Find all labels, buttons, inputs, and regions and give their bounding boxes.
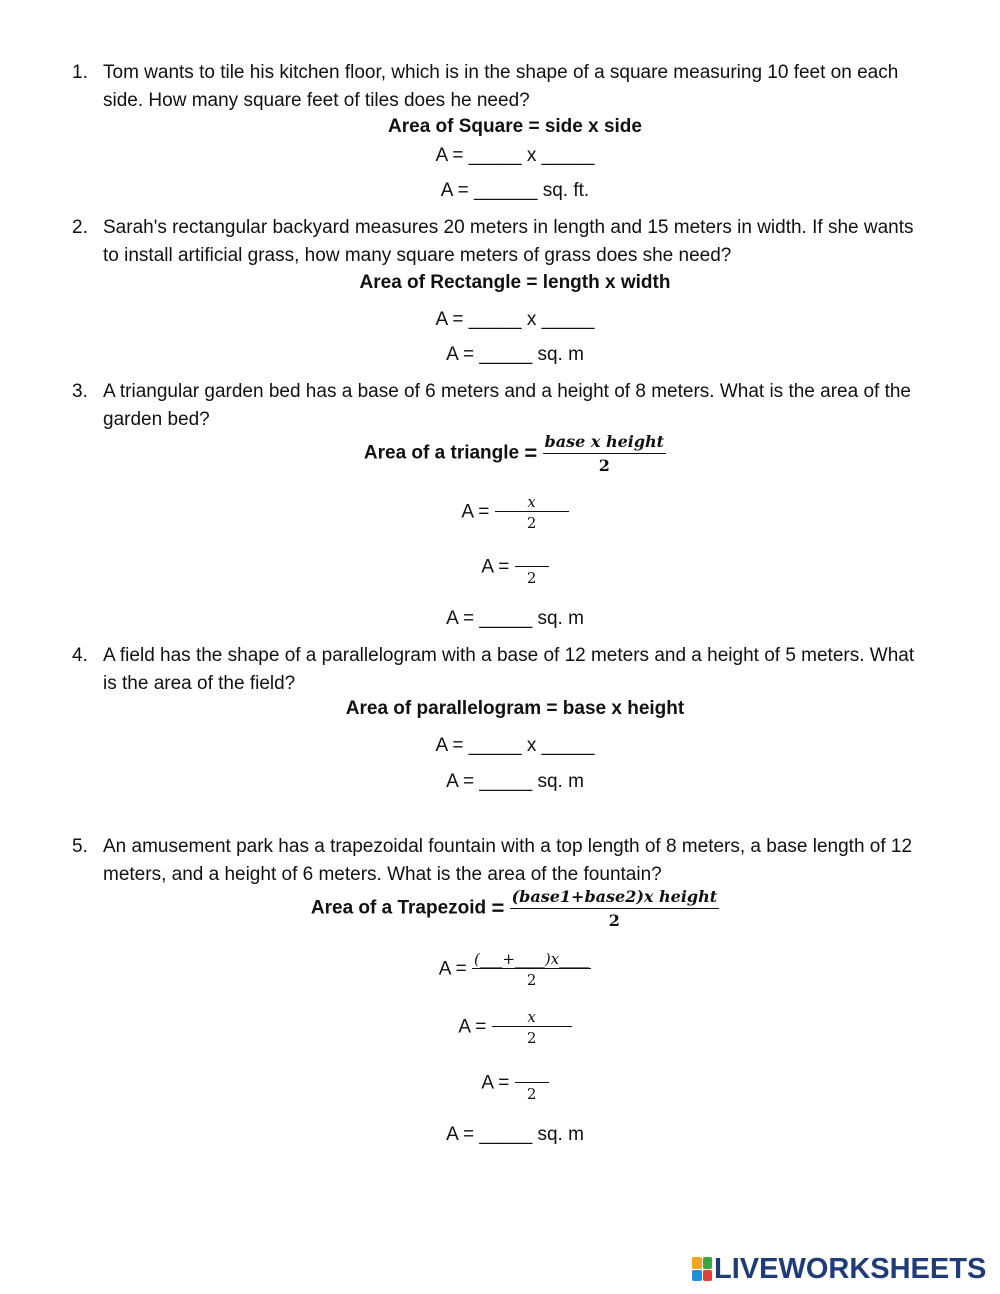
formula-square: Area of Square = side x side	[388, 116, 642, 137]
logo-text: LIVEWORKSHEETS	[714, 1252, 987, 1285]
numerator[interactable]: x	[495, 493, 569, 512]
liveworksheets-logo	[692, 1254, 986, 1284]
question-text: Tom wants to tile his kitchen floor, which is in the shape of a square measuring 10 feet on each side. How many square feet of tiles does he need?	[103, 62, 899, 111]
question-number: 5.	[72, 836, 88, 857]
logo-icon	[692, 1257, 712, 1281]
logo-square	[703, 1257, 713, 1269]
answer-prefix: A =	[481, 1072, 510, 1094]
logo-square	[692, 1270, 702, 1282]
answer-fraction-1[interactable]	[0, 950, 1000, 989]
blank-fraction[interactable]	[495, 493, 569, 532]
denominator: 2	[598, 456, 610, 475]
answer-fraction-2[interactable]	[0, 1008, 1000, 1047]
formula-label: Area of a Trapezoid	[310, 897, 487, 919]
formula-triangle	[0, 432, 1000, 475]
answer-prefix: A =	[438, 958, 467, 980]
question-number: 2.	[72, 217, 88, 238]
question-number: 1.	[72, 62, 88, 83]
answer-line[interactable]: A = _____ x _____	[435, 309, 595, 330]
numerator[interactable]	[515, 1064, 549, 1083]
denominator: 2	[526, 1085, 537, 1103]
answer-prefix: A =	[461, 501, 490, 523]
blank-fraction[interactable]	[492, 1008, 572, 1047]
question-text: An amusement park has a trapezoidal fountain with a top length of 8 meters, a base length of 12 meters, and a height of 6 meters. What is the area of the fountain?	[103, 836, 913, 885]
question-5	[72, 833, 932, 888]
logo-square	[703, 1270, 713, 1282]
question-number: 3.	[72, 381, 88, 402]
numerator: base x height	[543, 432, 667, 454]
formula-label: Area of a triangle	[363, 442, 520, 464]
question-text: A field has the shape of a parallelogram with a base of 12 meters and a height of 5 meters. What is the area of the field?	[103, 645, 915, 694]
blank-fraction[interactable]	[472, 950, 591, 989]
answer-line[interactable]: A = _____ x _____	[435, 145, 595, 166]
formula-fraction	[543, 432, 667, 475]
question-4	[72, 642, 932, 697]
answer-fraction-3[interactable]	[0, 1064, 1000, 1103]
numerator[interactable]	[515, 548, 549, 567]
formula-fraction	[510, 887, 720, 930]
answer-prefix: A =	[481, 556, 510, 578]
denominator: 2	[608, 911, 620, 930]
denominator: 2	[526, 569, 537, 587]
formula-trapezoid	[0, 887, 1000, 930]
formula-parallelogram: Area of parallelogram = base x height	[345, 698, 685, 719]
blank-fraction[interactable]	[515, 1064, 549, 1103]
question-number: 4.	[72, 645, 88, 666]
denominator: 2	[526, 1029, 537, 1047]
blank-fraction[interactable]	[515, 548, 549, 587]
question-text: A triangular garden bed has a base of 6 meters and a height of 8 meters. What is the area of the garden bed?	[103, 381, 911, 430]
answer-fraction-2[interactable]	[0, 548, 1000, 587]
answer-line[interactable]: A = ______ sq. ft.	[440, 180, 590, 201]
answer-line[interactable]: A = _____ x _____	[435, 735, 595, 756]
numerator: (base1+base2)x height	[510, 887, 720, 909]
formula-rectangle: Area of Rectangle = length x width	[359, 272, 671, 293]
answer-line[interactable]: A = _____ sq. m	[446, 608, 584, 629]
logo-square	[692, 1257, 702, 1269]
question-text: Sarah's rectangular backyard measures 20 meters in length and 15 meters in width. If she wants to install artificial grass, how many square meters of grass does she need?	[103, 217, 914, 266]
question-3	[72, 378, 932, 433]
answer-fraction-1[interactable]	[0, 493, 1000, 532]
question-2	[72, 214, 932, 269]
denominator: 2	[526, 514, 537, 532]
equals-sign: =	[524, 440, 538, 466]
numerator[interactable]: (___+____)x____	[474, 950, 590, 968]
answer-line[interactable]: A = _____ sq. m	[446, 344, 584, 365]
answer-line[interactable]: A = _____ sq. m	[446, 771, 584, 792]
equals-sign: =	[491, 895, 505, 921]
question-1	[72, 59, 932, 114]
denominator: 2	[526, 971, 537, 989]
answer-prefix: A =	[458, 1016, 487, 1038]
numerator[interactable]: x	[492, 1008, 572, 1027]
answer-line[interactable]: A = _____ sq. m	[446, 1124, 584, 1145]
